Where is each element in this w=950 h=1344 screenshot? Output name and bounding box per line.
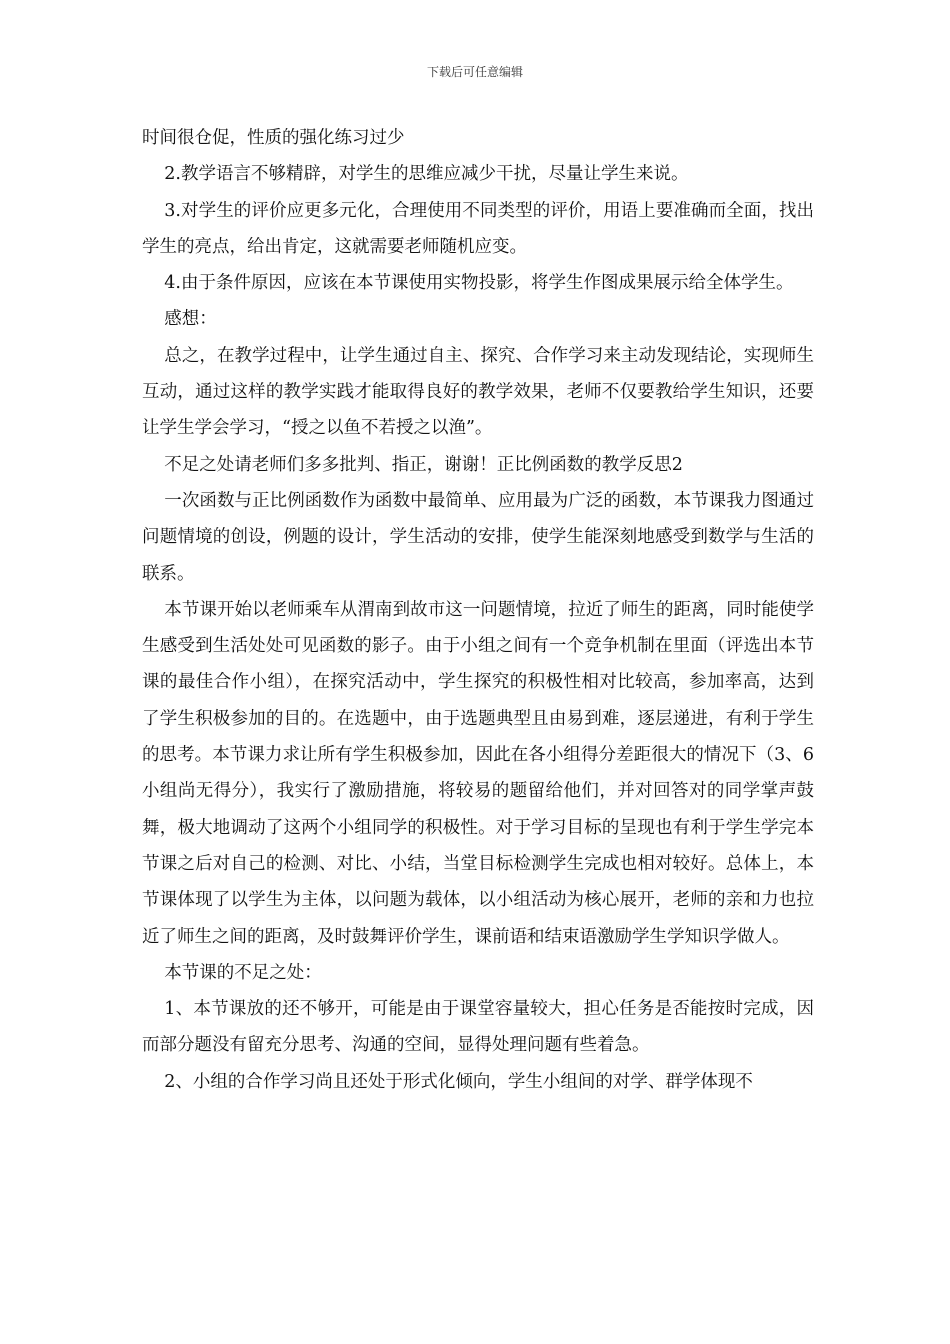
paragraph-11: 1、本节课放的还不够开，可能是由于课堂容量较大，担心任务是否能按时完成，因而部分题没有留充分思考、沟通的空间，显得处理问题有些着急。 (142, 999, 814, 1056)
paragraph-4: 4.由于条件原因，应该在本节课使用实物投影，将学生作图成果展示给全体学生。 (164, 273, 794, 294)
paragraph-3: 3.对学生的评价应更多元化，合理使用不同类型的评价，用语上要准确而全面，找出学生的亮点，给出肯定，这就需要老师随机应变。 (142, 200, 814, 257)
paragraph-6: 总之，在教学过程中，让学生通过自主、探究、合作学习来主动发现结论，实现师生互动，通过这样的教学实践才能取得良好的教学效果，老师不仅要教给学生知识，还要让学生学会学习，“授之以鱼不若授之以渔”。 (142, 345, 814, 439)
paragraph-12: 2、小组的合作学习尚且还处于形式化倾向，学生小组间的对学、群学体现不 (164, 1071, 753, 1092)
paragraph-8: 一次函数与正比例函数作为函数中最简单、应用最为广泛的函数，本节课我力图通过问题情境的创设，例题的设计，学生活动的安排，使学生能深刻地感受到数学与生活的联系。 (142, 490, 814, 584)
page-header: 下载后可任意编辑 (426, 65, 523, 79)
paragraph-1: 时间很仓促，性质的强化练习过少 (142, 128, 405, 148)
paragraph-7: 不足之处请老师们多多批判、指正，谢谢！正比例函数的教学反思2 (164, 454, 683, 475)
document-body (142, 120, 814, 1100)
paragraph-9: 本节课开始以老师乘车从渭南到故市这一问题情境，拉近了师生的距离，同时能使学生感受到生活处处可见函数的影子。由于小组之间有一个竞争机制在里面（评选出本节课的最佳合作小组），在探究活动中，学生探究的积极性相对比较高，参加率高，达到了学生积极参加的目的。在选题中，由于选题典型且由易到难，逐层递进，有利于学生的思考。本节课力求让所有学生积极参加，因此在各小组得分差距很大的情况下（3、6小组尚无得分），我实行了激励措施，将较易的题留给他们，并对回答对的同学掌声鼓舞，极大地调动了这两个小组同学的积极性。对于学习目标的呈现也有利于学生学完本节课之后对自己的检测、对比、小结，当堂目标检测学生完成也相对较好。总体上，本节课体现了以学生为主体，以问题为载体，以小组活动为核心展开，老师的亲和力也拉近了师生之间的距离，及时鼓舞评价学生，课前语和结束语激励学生学知识学做人。 (142, 599, 814, 947)
paragraph-2: 2.教学语言不够精辟，对学生的思维应减少干扰，尽量让学生来说。 (164, 164, 689, 185)
paragraph-5: 感想： (164, 309, 217, 330)
paragraph-10: 本节课的不足之处： (164, 962, 322, 983)
